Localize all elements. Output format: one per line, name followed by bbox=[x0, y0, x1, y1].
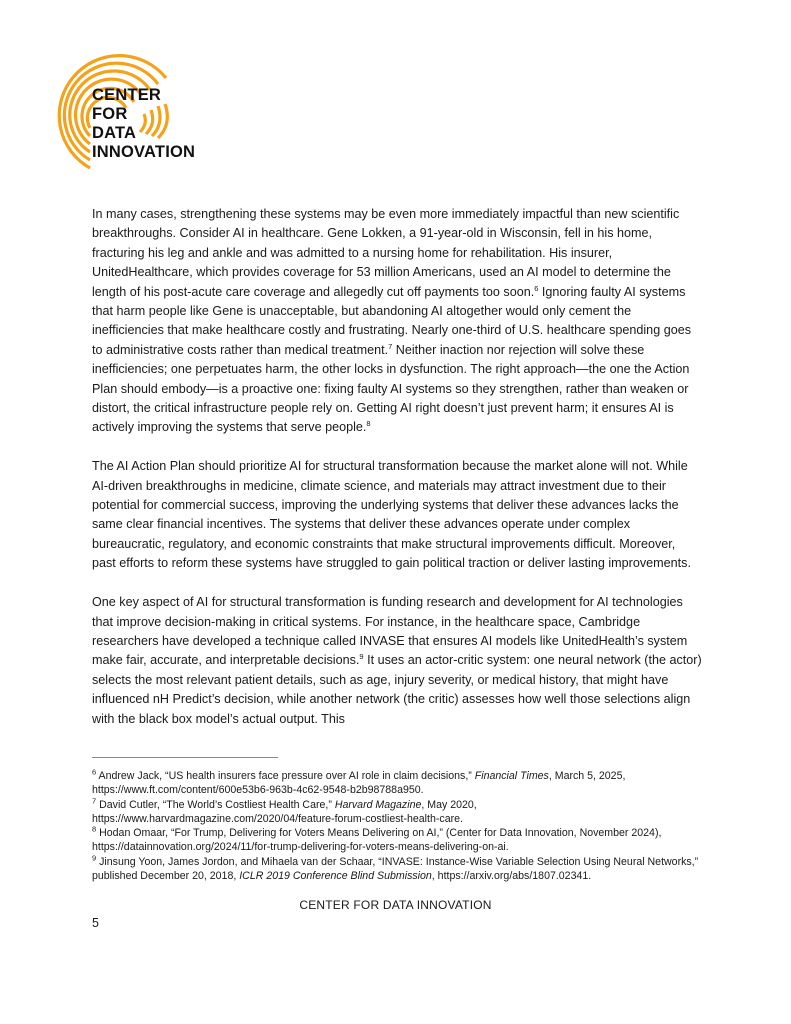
logo bbox=[44, 46, 214, 181]
paragraph-3: One key aspect of AI for structural transformation is funding research and development for AI technologies that improve decision-making in critical systems. For instance, in the healthcare space, Cambridge researchers have developed a technique called INVASE that ensures AI models like UnitedHealth’s system make fair, accurate, and interpretable decisions.$^9$ It uses an actor-critic system: one neural network (the actor) selects the most relevant patient details, such as age, injury severity, or medical history, that might have influenced nH Predict’s decision, while another network (the critic) assesses how well those selections align with the black box model’s actual output. This bbox=[92, 595, 702, 726]
paragraph-2: The AI Action Plan should prioritize AI for structural transformation because the market alone will not. While AI-driven breakthroughs in medicine, climate science, and materials may attract investment due to their potential for commercial success, improving the underlying systems that deliver these advances lacks the same clear financial incentives. The systems that deliver these advances operate under complex bureaucratic, regulatory, and economic constraints that make structural improvements difficult. Moreover, past efforts to reform these systems have struggled to gain political traction or deliver lasting improvements. bbox=[92, 459, 691, 571]
logo-line-3: DATA bbox=[92, 124, 137, 142]
logo-line-1: CENTER bbox=[92, 86, 162, 104]
footnote-ref[interactable]: 9 bbox=[359, 652, 364, 662]
footnote-ref[interactable]: 8 bbox=[366, 419, 371, 429]
footnote-ref[interactable]: 7 bbox=[388, 341, 393, 351]
footnote-9: $^9$ Jinsung Yoon, James Jordon, and Mihaela van der Schaar, “INVASE: Instance-Wise Variable Selection Using Neural Networks,” published December 20, 2018, ICLR 2019 Conference Blind Submission, https://arxiv.org/abs/1807.02341. bbox=[92, 853, 699, 883]
logo-line-2: FOR bbox=[92, 105, 128, 123]
footnote-7: $^7$ David Cutler, “The World’s Costliest Health Care,” Harvard Magazine, May 2020, https://www.harvardmagazine.com/2020/04/feature-forum-costliest-health-care. bbox=[92, 796, 477, 825]
paragraph-1: In many cases, strengthening these systems may be even more immediately impactful than new scientific breakthroughs. Consider AI in healthcare. Gene Lokken, a 91-year-old in Wisconsin, fell in his home, fracturing his leg and ankle and was admitted to a nursing home for rehabilitation. His insurer, UnitedHealthcare, which provides coverage for 53 million Americans, used an AI model to determine the length of his post-acute care coverage and allegedly cut off payments too soon.$^6$ Ignoring faulty AI systems that harm people like Gene is unacceptable, but abandoning AI altogether would only cement the inefficiencies that make healthcare costly and frustrating. Nearly one-third of U.S. healthcare spending goes to administrative costs rather than medical treatment.$^7$ Neither inaction nor rejection will solve these inefficiencies; one perpetuates harm, the other locks in dysfunction. The right approach—the one the Action Plan should embody—is a proactive one: fixing faulty AI systems so they strengthen, rather than weaken or distort, the critical infrastructure people rely on. Getting AI right doesn’t just prevent harm; it ensures AI is actively improving the systems that serve people.$^8$ bbox=[92, 207, 692, 435]
page-number: 5 bbox=[92, 916, 99, 930]
page-footer: CENTER FOR DATA INNOVATION bbox=[299, 898, 492, 912]
footnote-6: $^6$ Andrew Jack, “US health insurers face pressure over AI role in claim decisions,” Financial Times, March 5, 2025, https://www.ft.com/content/600e53b6-963b-4c62-9548-b2b98788a950. bbox=[92, 767, 626, 797]
footnote-ref[interactable]: 6 bbox=[534, 283, 539, 293]
logo-line-4: INNOVATION bbox=[92, 143, 196, 161]
footnote-8: $^8$ Hodan Omaar, “For Trump, Delivering for Voters Means Delivering on AI,” (Center for Data Innovation, November 2024), https://datainnovation.org/2024/11/for-trump-delivering-for-voters-means-delivering-on-ai. bbox=[92, 824, 662, 854]
footnote-divider bbox=[92, 757, 278, 758]
footnotes bbox=[92, 769, 712, 883]
body-text bbox=[92, 205, 702, 748]
